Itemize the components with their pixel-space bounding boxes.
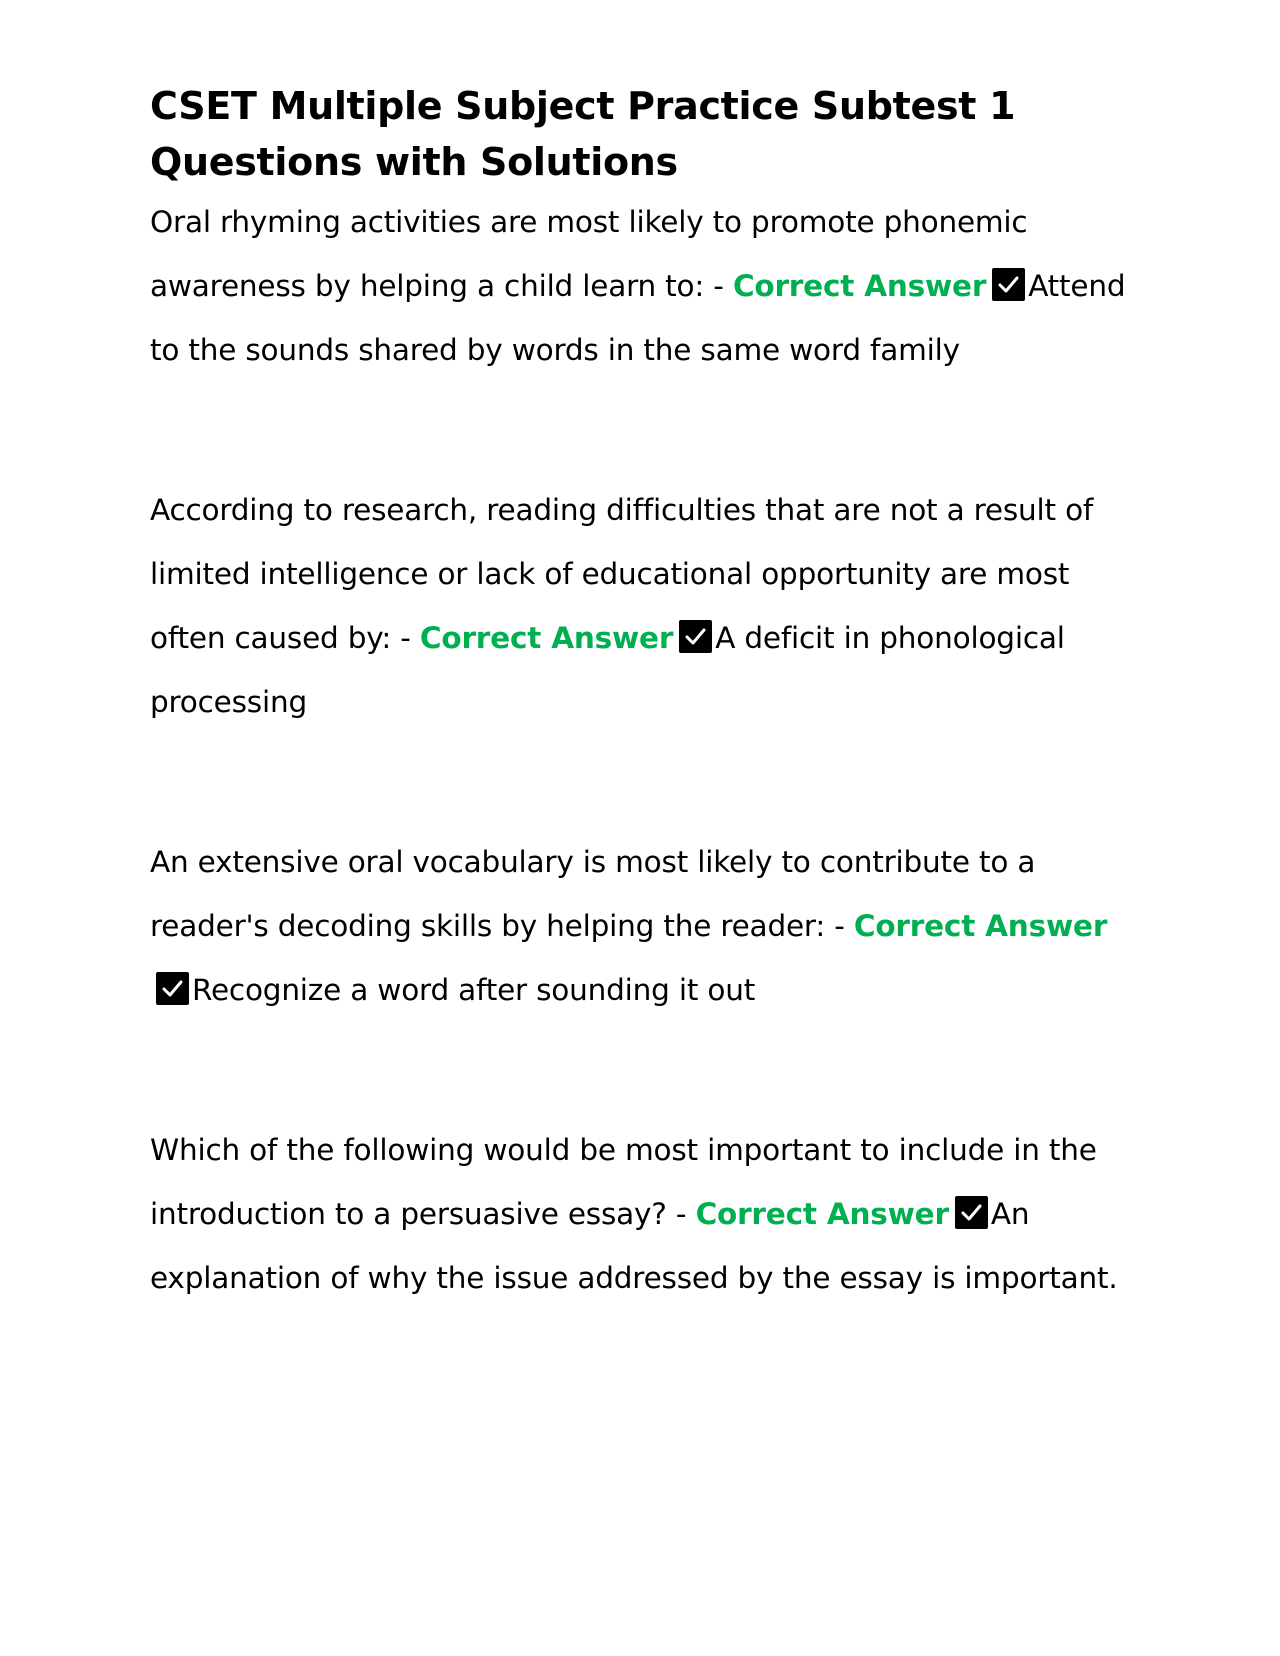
- check-box-icon: [679, 620, 712, 653]
- answer-text: A deficit in phonological processing: [150, 621, 1065, 719]
- question-text: Which of the following would be most important to include in the introduction to a persuasive essay?: [150, 1133, 1097, 1231]
- check-box-icon: [955, 1196, 988, 1229]
- separator: -: [704, 269, 733, 303]
- document-page: [150, 78, 1130, 1310]
- separator: -: [391, 621, 420, 655]
- qa-item-4: [150, 1118, 1130, 1310]
- separator: -: [825, 909, 854, 943]
- qa-item-2: [150, 478, 1130, 734]
- separator: -: [666, 1197, 696, 1231]
- question-text: An extensive oral vocabulary is most likely to contribute to a reader's decoding skills by helping the reader:: [150, 845, 1036, 943]
- check-box-icon: [992, 268, 1025, 301]
- question-text: According to research, reading difficulties that are not a result of limited intelligence or lack of educational opportunity are most often caused by:: [150, 493, 1094, 655]
- correct-answer-label: Correct Answer: [732, 269, 987, 303]
- answer-text: Recognize a word after sounding it out: [192, 973, 756, 1007]
- correct-answer-label: Correct Answer: [695, 1197, 949, 1231]
- answer-text: An explanation of why the issue addressed by the essay is important.: [150, 1197, 1118, 1295]
- correct-answer-label: Correct Answer: [419, 621, 674, 655]
- question-text: Oral rhyming activities are most likely to promote phonemic awareness by helping a child learn to:: [150, 205, 1028, 303]
- qa-item-3: [150, 830, 1130, 1022]
- correct-answer-label: Correct Answer: [853, 909, 1108, 943]
- check-box-icon: [156, 972, 189, 1005]
- qa-item-1: [150, 190, 1130, 382]
- document-title: CSET Multiple Subject Practice Subtest 1 Questions with Solutions: [150, 84, 1016, 184]
- answer-text: Attend to the sounds shared by words in the same word family: [150, 269, 1126, 367]
